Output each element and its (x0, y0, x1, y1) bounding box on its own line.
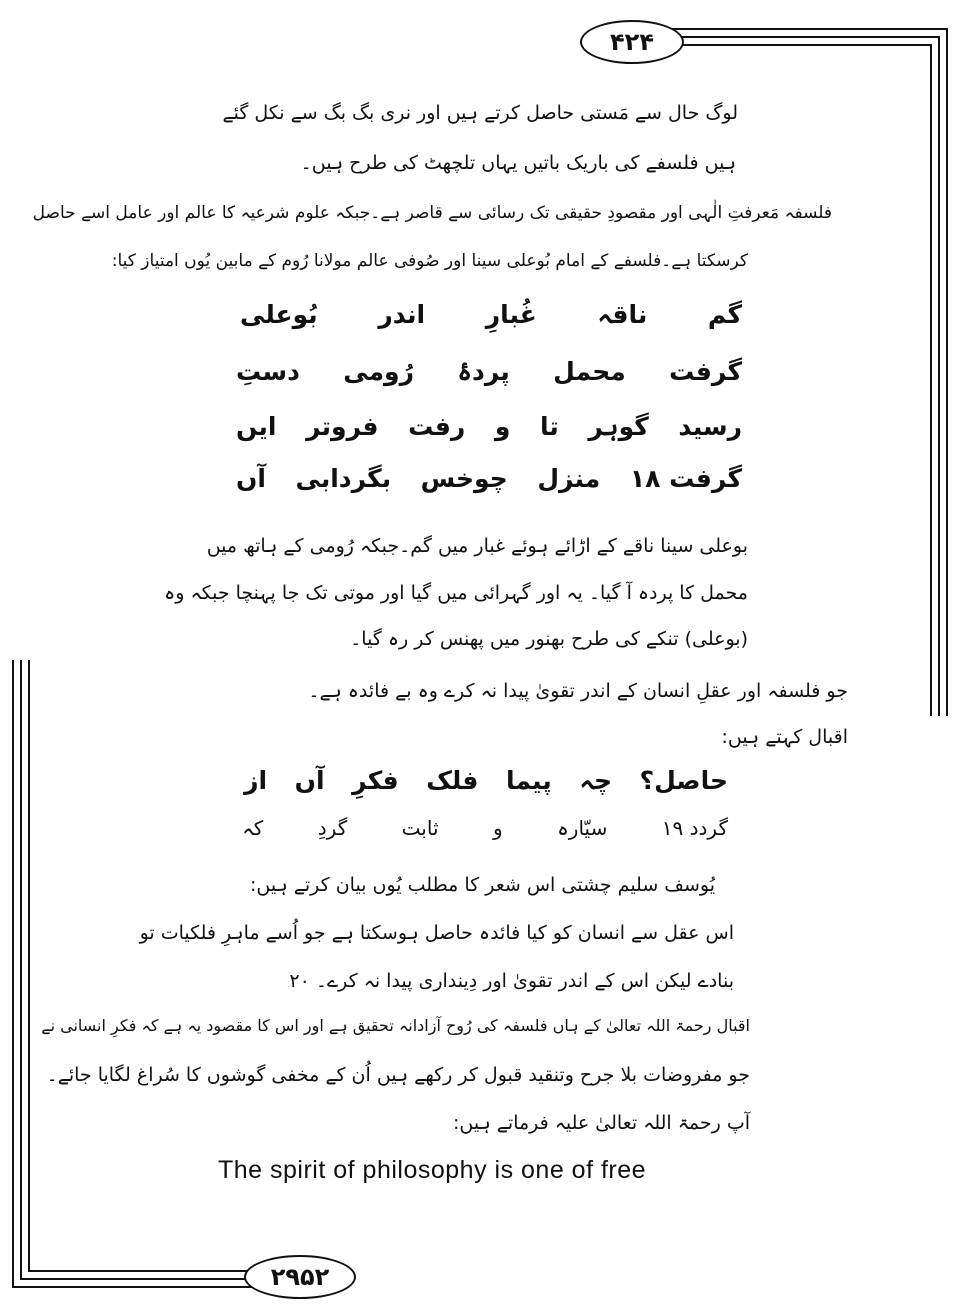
page-number-top: ۴۲۴ (580, 20, 684, 64)
text-line: یُوسف سلیم چشتی اس شعر کا مطلب یُوں بیان کرتے ہیں: (249, 874, 715, 896)
verse-word: ایں (236, 412, 277, 441)
frame-line (668, 44, 932, 46)
verse-word: و (492, 816, 503, 840)
verse-word: منزل (537, 464, 601, 493)
verse-line (240, 300, 742, 329)
frame-line (12, 660, 14, 1288)
verse-word: بگردابی (295, 464, 392, 493)
verse-word: چوخس (420, 464, 508, 493)
verse-word: گردد ۱۹ (661, 816, 728, 840)
verse-word: آں (294, 766, 325, 795)
verse-word: تا (540, 412, 559, 441)
verse-word: رسید (678, 412, 742, 441)
verse-line (236, 357, 742, 386)
frame-line (668, 36, 940, 38)
verse-word: گردِ (317, 816, 348, 840)
text-line: (بوعلی) تنکے کی طرح بھنور میں پھنس کر رہ گیا۔ (350, 628, 748, 650)
verse-word: از (244, 766, 268, 795)
frame-line (938, 36, 940, 716)
verse-word: فکرِ (352, 766, 399, 795)
text-line: محمل کا پردہ آ گیا۔ یہ اور گہرائی میں گیا اور موتی تک جا پہنچا جبکہ وہ (164, 582, 748, 604)
text-line: کرسکتا ہے۔فلسفے کے امام بُوعلی سینا اور صُوفی عالم مولانا رُوم کے مابین یُوں امتیاز کیا: (111, 251, 748, 271)
frame-line (28, 660, 30, 1272)
verse-word: رُومی (343, 357, 414, 386)
verse-word: گرفت (669, 357, 742, 386)
verse-word: محمل (553, 357, 626, 386)
verse-line (242, 816, 728, 840)
verse-line (236, 412, 742, 441)
verse-word: ثابت (401, 816, 439, 840)
text-line: اس عقل سے انسان کو کیا فائدہ حاصل ہوسکتا ہے جو اُسے ماہرِ فلکیات تو (139, 922, 734, 944)
text-line: اقبال رحمۃ اللہ تعالیٰ کے ہاں فلسفہ کی رُوح آزادانہ تحقیق ہے اور اس کا مقصود یہ ہے کہ فکرِ انسانی نے (41, 1016, 750, 1035)
page-number-bottom: ۲۹۵۲ (244, 1255, 356, 1299)
frame-line (946, 28, 948, 716)
verse-line (244, 766, 728, 795)
verse-word: چہ (579, 766, 613, 795)
text-line: آپ رحمۃ اللہ تعالیٰ علیہ فرماتے ہیں: (453, 1112, 750, 1134)
verse-word: گوہر (588, 412, 649, 441)
text-line: بنادے لیکن اس کے اندر تقویٰ اور دِینداری پیدا نہ کرے۔ ۲۰ (289, 970, 734, 992)
text-line: اقبال کہتے ہیں: (721, 726, 848, 748)
verse-line (236, 464, 742, 493)
verse-word: دستِ (236, 357, 300, 386)
verse-word: پردۂ (457, 357, 510, 386)
frame-line (20, 660, 22, 1280)
text-line: ہیں فلسفے کی باریک باتیں یہاں تلچھٹ کی طرح ہیں۔ (300, 152, 736, 174)
text-line: بوعلی سینا ناقے کے اڑائے ہوئے غبار میں گم۔جبکہ رُومی کے ہاتھ میں (206, 535, 748, 557)
verse-word: ناقہ (597, 300, 648, 329)
text-line: لوگ حال سے مَستی حاصل کرتے ہیں اور نری بگ بگ سے نکل گئے (222, 102, 738, 124)
verse-word: بُوعلی (240, 300, 318, 329)
frame-line (930, 44, 932, 716)
verse-word: پیما (506, 766, 552, 795)
verse-word: حاصل؟ (639, 766, 728, 795)
verse-word: غُبارِ (485, 300, 537, 329)
frame-line (668, 28, 948, 30)
verse-word: گرفت ۱۸ (629, 464, 742, 493)
verse-word: سیّارہ (557, 816, 608, 840)
verse-word: اندر (378, 300, 426, 329)
english-quote: The spirit of philosophy is one of free (218, 1156, 647, 1184)
verse-word: رفت (408, 412, 466, 441)
verse-word: و (494, 412, 511, 441)
text-line: فلسفہ مَعرفتِ الٰہی اور مقصودِ حقیقی تک رسائی سے قاصر ہے۔جبکہ علوم شرعیہ کا عالم اور عامل اسے حاصل (32, 203, 832, 223)
verse-word: فروتر (306, 412, 379, 441)
verse-word: فلک (426, 766, 479, 795)
verse-word: آں (236, 464, 266, 493)
verse-word: کہ (242, 816, 264, 840)
verse-word: گم (707, 300, 742, 329)
text-line: جو مفروضات بلا جرح وتنقید قبول کر رکھے ہیں اُن کے مخفی گوشوں کا سُراغ لگایا جائے۔ (46, 1064, 750, 1086)
text-line: جو فلسفہ اور عقلِ انسان کے اندر تقویٰ پیدا نہ کرے وہ بے فائدہ ہے۔ (308, 680, 848, 702)
